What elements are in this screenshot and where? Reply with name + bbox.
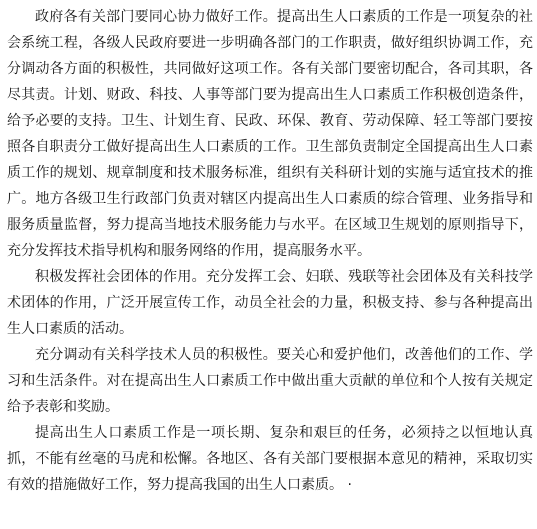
paragraph-long-term-task: 提高出生人口素质工作是一项长期、复杂和艰巨的任务，必须持之以恒地认真抓，不能有丝毫的马虎和松懈。各地区、各有关部门要根据本意见的精神，采取切实有效的措施做好工作，努力提高我国的出生人口素质。 · xyxy=(7,425,533,493)
paragraph-department-coordination: 政府各有关部门要同心协力做好工作。提高出生人口素质的工作是一项复杂的社会系统工程，各级人民政府要进一步明确各部门的工作职责，做好组织协调工作，充分调动各方面的积极性，共同做好这项工作。各有关部门要密切配合，各司其职，各尽其责。计划、财政、科技、人事等部门要为提高出生人口素质工作积极创造条件，给予必要的支持。卫生、计划生育、民政、环保、教育、劳动保障、轻工等部门要按照各自职责分工做好提高出生人口素质的工作。卫生部负责制定全国提高出生人口素质工作的规划、规章制度和技术服务标准，组织有关科研计划的实施与适宜技术的推广。地方各级卫生行政部门负责对辖区内提高出生人口素质的综合管理、业务指导和服务质量监督，努力提高当地技术服务能力与水平。在区域卫生规划的原则指导下，充分发挥技术指导机构和服务网络的作用，提高服务水平。 xyxy=(7,9,533,259)
paragraph-social-organizations: 积极发挥社会团体的作用。充分发挥工会、妇联、残联等社会团体及有关科技学术团体的作用，广泛开展宣传工作，动员全社会的力量，积极支持、参与各种提高出生人口素质的活动。 xyxy=(7,269,533,337)
paragraph-technical-personnel: 充分调动有关科学技术人员的积极性。要关心和爱护他们，改善他们的工作、学习和生活条件。对在提高出生人口素质工作中做出重大贡献的单位和个人按有关规定给予表彰和奖励。 xyxy=(7,347,533,415)
